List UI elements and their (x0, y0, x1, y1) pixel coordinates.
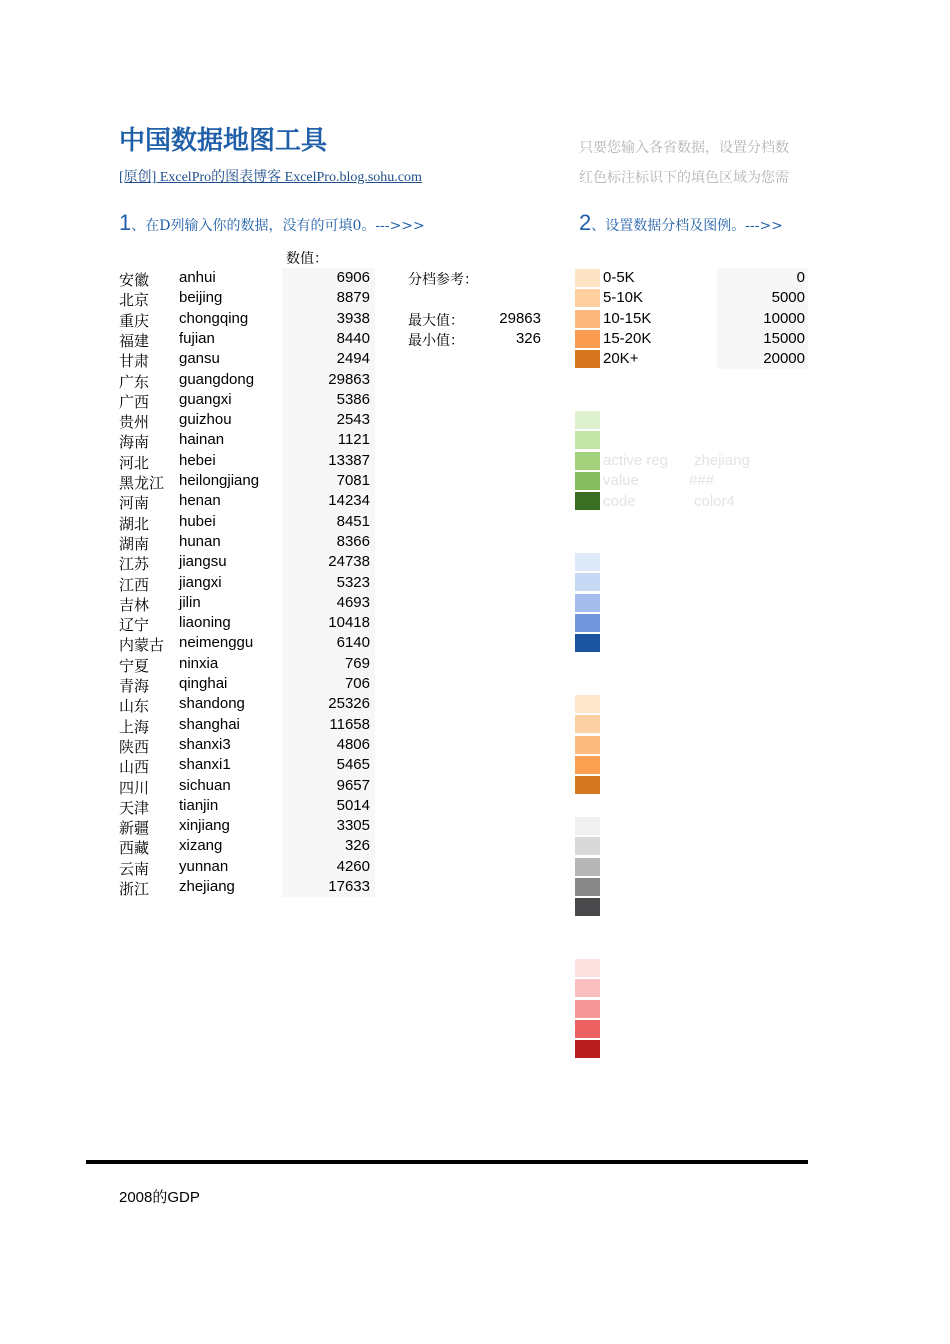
province-name-en: hubei (179, 512, 216, 530)
province-name-zh: 江苏 (119, 555, 150, 574)
province-value[interactable]: 3938 (336, 309, 370, 327)
color-swatch[interactable] (575, 289, 600, 307)
province-value[interactable]: 25326 (328, 695, 370, 713)
province-value[interactable]: 6906 (336, 269, 370, 286)
color-swatch[interactable] (575, 452, 600, 470)
province-row (119, 329, 379, 349)
province-row (119, 451, 379, 471)
province-row (119, 654, 379, 674)
break-value[interactable]: 15000 (763, 329, 805, 347)
province-row (119, 593, 379, 613)
province-name-en: tianjin (179, 796, 219, 814)
province-name-en: jilin (179, 593, 201, 611)
step-2-text: 、设置数据分档及图例。--->> (591, 218, 783, 234)
province-row (119, 491, 379, 511)
province-name-zh: 江西 (119, 575, 150, 594)
value-value: ### (689, 472, 715, 489)
province-value[interactable]: 5323 (336, 573, 370, 591)
province-name-en: hunan (179, 532, 221, 550)
province-name-zh: 吉林 (119, 595, 150, 614)
color-swatch[interactable] (575, 330, 600, 348)
color-swatch[interactable] (575, 614, 600, 632)
province-row (119, 755, 379, 775)
active-region-label: active reg (603, 452, 669, 469)
province-name-zh: 青海 (119, 677, 150, 695)
code-label: code (603, 493, 636, 510)
min-label: 最小值： (408, 333, 464, 349)
color-swatch[interactable] (575, 695, 600, 713)
province-name-zh: 海南 (119, 433, 150, 452)
province-value[interactable]: 4806 (336, 735, 370, 753)
map-caption: 2008的GDP (119, 1189, 200, 1206)
province-name-zh: 天津 (119, 798, 150, 817)
province-name-zh: 河北 (119, 453, 150, 472)
province-name-en: xizang (179, 837, 223, 855)
province-name-en: gansu (179, 350, 220, 368)
province-row (119, 370, 379, 390)
province-name-en: qinghai (179, 675, 228, 692)
province-name-zh: 湖北 (119, 514, 150, 533)
color-swatch[interactable] (575, 979, 600, 997)
province-name-en: hebei (179, 451, 216, 469)
province-row (119, 288, 379, 308)
province-row (119, 309, 379, 329)
province-value[interactable]: 5465 (336, 756, 370, 774)
province-row (119, 877, 379, 897)
province-name-en: guangxi (179, 390, 232, 408)
max-value: 29863 (499, 310, 541, 327)
color-swatch[interactable] (575, 817, 600, 835)
value-column-header: 数值： (286, 251, 328, 267)
province-row (119, 613, 379, 633)
province-name-zh: 宁夏 (119, 656, 150, 675)
step-1-instruction (119, 210, 425, 236)
province-name-en: henan (179, 492, 221, 510)
province-name-zh: 贵州 (119, 413, 150, 432)
province-name-en: sichuan (179, 776, 231, 794)
reference-label: 分档参考： (408, 272, 478, 288)
color-swatch[interactable] (575, 553, 600, 571)
province-value[interactable]: 14234 (328, 492, 370, 510)
province-name-zh: 甘肃 (119, 352, 150, 371)
province-name-zh: 湖南 (119, 534, 150, 553)
province-value[interactable]: 2494 (336, 350, 370, 368)
color-swatch[interactable] (575, 492, 600, 510)
province-name-zh: 云南 (119, 859, 150, 878)
color-swatch[interactable] (575, 269, 600, 287)
max-label: 最大值： (408, 313, 464, 329)
province-value[interactable]: 2543 (336, 411, 370, 429)
code-value: color4 (694, 493, 735, 510)
province-row (119, 715, 379, 735)
province-value[interactable]: 5014 (336, 796, 370, 814)
province-name-en: heilongjiang (179, 472, 260, 489)
description-line-1: 只要您输入各省数据，设置分档数 (579, 140, 789, 156)
break-value[interactable]: 20000 (763, 350, 805, 368)
color-swatch[interactable] (575, 736, 600, 754)
province-name-en: shanghai (179, 715, 240, 733)
province-name-en: ninxia (179, 654, 219, 672)
color-swatch[interactable] (575, 573, 600, 591)
province-name-zh: 广东 (119, 372, 150, 391)
province-row (119, 836, 379, 856)
color-swatch[interactable] (575, 1000, 600, 1018)
page-title: 中国数据地图工具 (119, 126, 328, 156)
province-row (119, 552, 379, 572)
province-value[interactable]: 9657 (336, 776, 370, 794)
color-swatch[interactable] (575, 350, 600, 368)
province-name-en: chongqing (179, 309, 249, 327)
province-value[interactable]: 8879 (336, 289, 370, 307)
province-name-en: guangdong (179, 370, 255, 388)
legend-label: 0-5K (603, 269, 635, 286)
color-swatch[interactable] (575, 310, 600, 328)
province-name-en: shanxi3 (179, 735, 231, 753)
province-name-zh: 河南 (119, 494, 150, 513)
color-swatch[interactable] (575, 1020, 600, 1038)
province-row (119, 796, 379, 816)
color-swatch[interactable] (575, 472, 600, 490)
province-name-zh: 浙江 (119, 880, 150, 898)
province-name-en: beijing (179, 289, 223, 307)
step-2-instruction (579, 210, 783, 236)
province-value[interactable]: 13387 (328, 451, 370, 469)
province-row (119, 735, 379, 755)
color-swatch[interactable] (575, 959, 600, 977)
legend-label: 15-20K (603, 329, 652, 347)
province-row (119, 410, 379, 430)
min-value: 326 (515, 330, 541, 347)
province-name-zh: 山西 (119, 758, 150, 777)
province-name-zh: 重庆 (119, 311, 150, 330)
province-value[interactable]: 326 (344, 837, 370, 855)
province-name-zh: 西藏 (119, 839, 150, 858)
province-name-en: zhejiang (179, 878, 235, 895)
province-name-en: neimenggu (179, 634, 254, 652)
color-swatch[interactable] (575, 858, 600, 876)
province-value[interactable]: 6140 (336, 634, 370, 652)
province-value[interactable]: 24738 (328, 553, 370, 571)
province-value[interactable]: 11658 (329, 715, 370, 733)
province-row (119, 390, 379, 410)
province-value[interactable]: 17633 (328, 878, 370, 895)
province-name-zh: 安徽 (119, 271, 150, 289)
province-value[interactable]: 8366 (336, 532, 370, 550)
province-value[interactable]: 4260 (336, 857, 370, 875)
province-name-en: xinjiang (179, 817, 230, 835)
color-swatch[interactable] (575, 878, 600, 896)
color-swatch[interactable] (575, 634, 600, 652)
province-value[interactable]: 7081 (336, 472, 370, 489)
province-name-en: shandong (179, 695, 245, 713)
color-swatch[interactable] (575, 411, 600, 429)
color-swatch[interactable] (575, 837, 600, 855)
province-value[interactable]: 8440 (336, 329, 370, 347)
province-name-en: anhui (179, 269, 216, 286)
step-1-number: 1 (119, 210, 132, 235)
color-swatch[interactable] (575, 594, 600, 612)
break-value[interactable]: 0 (796, 269, 805, 286)
province-row (119, 512, 379, 532)
province-row (119, 573, 379, 593)
province-name-zh: 黑龙江 (119, 474, 165, 492)
color-swatch[interactable] (575, 776, 600, 794)
province-name-en: hainan (179, 431, 225, 449)
province-name-zh: 陕西 (119, 737, 150, 756)
province-name-zh: 内蒙古 (119, 636, 165, 655)
legend-label: 5-10K (603, 289, 644, 307)
province-name-en: guizhou (179, 411, 232, 429)
province-row (119, 857, 379, 877)
province-row (119, 776, 379, 796)
legend-label: 10-15K (603, 309, 652, 327)
province-value[interactable]: 4693 (336, 593, 370, 611)
province-name-zh: 北京 (119, 291, 150, 310)
province-row (119, 694, 379, 714)
province-name-en: jiangsu (179, 553, 227, 571)
break-value[interactable]: 5000 (771, 289, 805, 307)
province-name-zh: 山东 (119, 697, 150, 716)
province-value[interactable]: 5386 (336, 390, 370, 408)
province-row (119, 532, 379, 552)
province-row (119, 268, 379, 288)
province-value[interactable]: 706 (344, 675, 370, 692)
province-row (119, 471, 379, 491)
color-swatch[interactable] (575, 431, 600, 449)
province-name-en: fujian (179, 329, 215, 347)
province-value[interactable]: 3305 (336, 817, 370, 835)
province-value[interactable]: 8451 (336, 512, 370, 530)
province-name-zh: 上海 (119, 717, 150, 736)
province-row (119, 633, 379, 653)
province-name-zh: 辽宁 (119, 616, 150, 635)
province-value[interactable]: 29863 (328, 370, 370, 388)
province-value[interactable]: 10418 (328, 614, 370, 632)
description-line-2: 红色标注标识下的填色区域为您需 (579, 170, 789, 186)
province-name-en: yunnan (179, 857, 229, 875)
legend-label: 20K+ (603, 350, 639, 368)
province-name-zh: 新疆 (119, 819, 150, 838)
province-name-en: liaoning (179, 614, 231, 632)
color-swatch[interactable] (575, 1040, 600, 1058)
province-row (119, 816, 379, 836)
province-row (119, 430, 379, 450)
province-row (119, 674, 379, 694)
value-label: value (603, 472, 639, 489)
color-swatch[interactable] (575, 898, 600, 916)
author-link[interactable]: [原创] ExcelPro的图表博客 ExcelPro.blog.sohu.com (119, 170, 422, 185)
province-value[interactable]: 769 (344, 654, 370, 672)
province-row (119, 349, 379, 369)
province-name-en: jiangxi (179, 573, 222, 591)
color-swatch[interactable] (575, 715, 600, 733)
province-name-zh: 广西 (119, 392, 150, 411)
province-name-en: shanxi1 (179, 756, 231, 774)
step-1-text: 、在D列输入你的数据，没有的可填0。--->>> (131, 218, 425, 234)
province-name-zh: 福建 (119, 331, 150, 350)
color-swatch[interactable] (575, 756, 600, 774)
step-2-number: 2 (579, 210, 592, 235)
province-value[interactable]: 1121 (337, 431, 370, 449)
active-region-value: zhejiang (694, 452, 750, 469)
province-name-zh: 四川 (119, 778, 150, 797)
divider-rule (86, 1160, 808, 1164)
break-value[interactable]: 10000 (763, 309, 805, 327)
